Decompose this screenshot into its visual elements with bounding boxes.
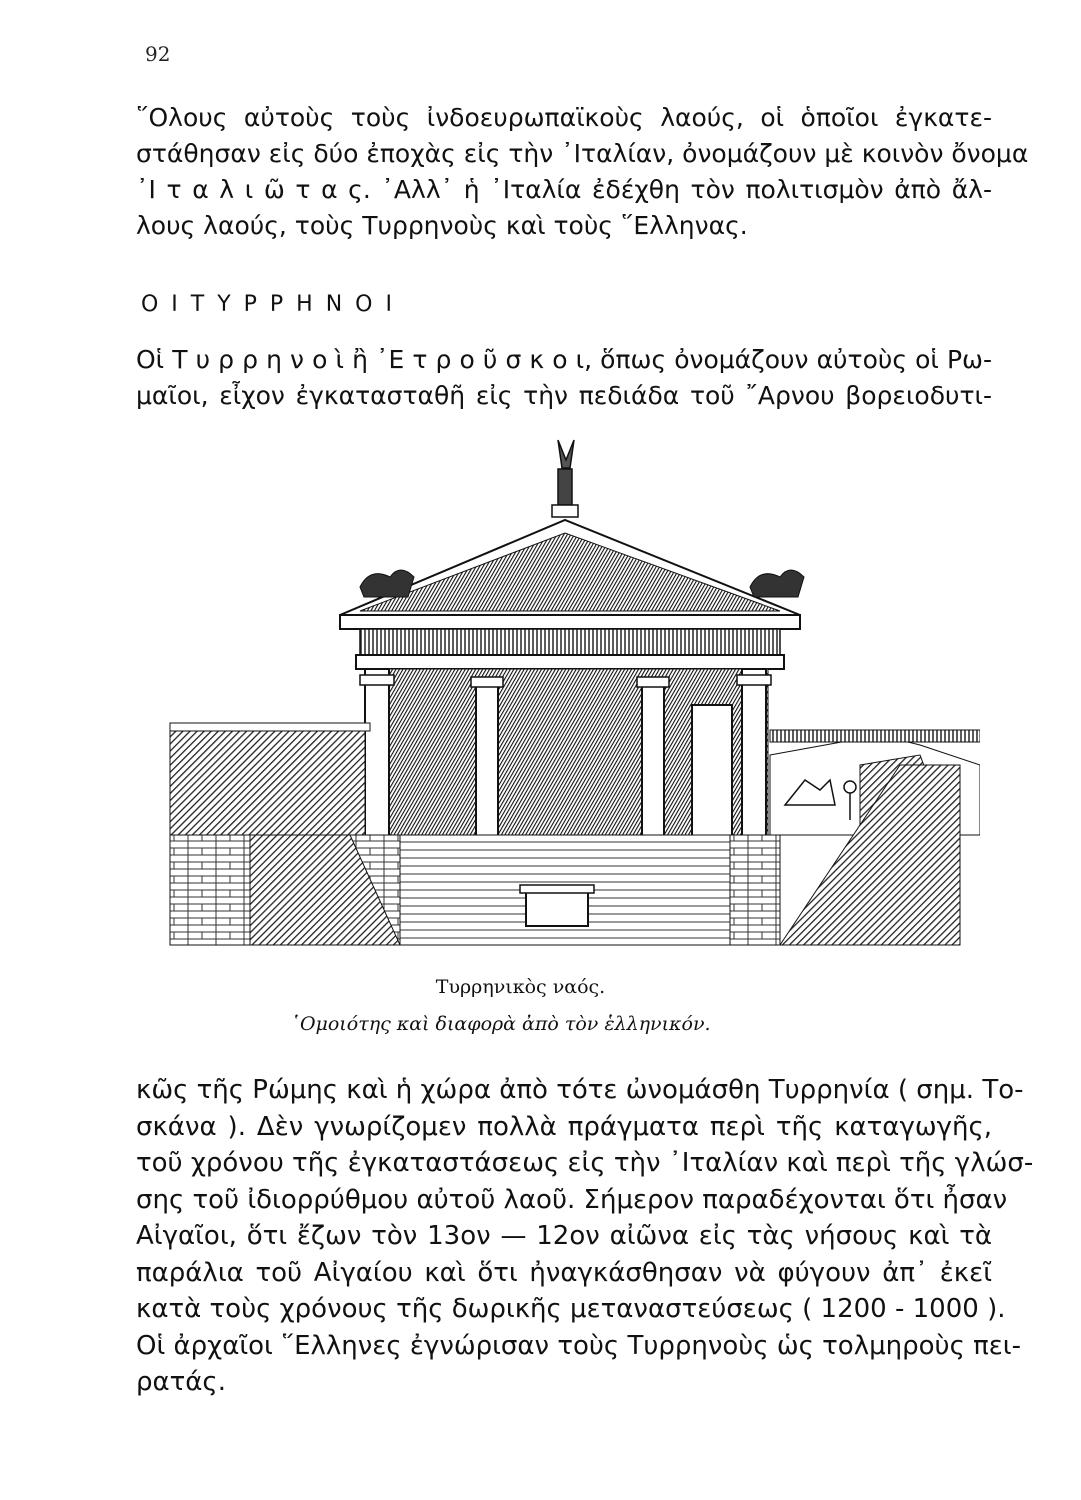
page-number: 92 [145,42,171,66]
main-paragraph [136,1072,1034,1401]
text-line: μαῖοι, εἶχον ἐγκατασταθῆ εἰς τὴν πεδιάδα τοῦ ῎Αρνου βορειοδυτι- [136,381,992,410]
text-line: ῞Ολους αὐτοὺς τοὺς ἰνδοευρωπαϊκοὺς λαούς, οἱ ὁποῖοι ἐγκατε- [136,103,992,132]
text-line: λους λαούς, τοὺς Τυρρηνοὺς καὶ τοὺς ῞Ελληνας. [136,211,748,240]
section-heading: Ο Ι Τ Υ Ρ Ρ Η Ν Ο Ι [141,292,395,317]
text-line: σης τοῦ ἰδιορρύθμου αὐτοῦ λαοῦ. Σήμερον παραδέχονται ὅτι ἦσαν [136,1184,1008,1215]
temple-illustration [160,435,980,975]
figure-caption-subtitle: ῾Ομοιότης καὶ διαφορὰ ἀπὸ τὸν ἑλληνικόν. [290,1013,711,1035]
text-line: ρατάς. [136,1367,226,1397]
tyrrhenians-paragraph [136,342,992,414]
text-line: στάθησαν εἰς δύο ἐποχὰς εἰς τὴν ᾿Ιταλίαν, ὀνομάζουν μὲ κοινὸν ὄνομα [136,139,1029,168]
text-line: παράλια τοῦ Αἰγαίου καὶ ὅτι ἠναγκάσθησαν νὰ φύγουν ἀπ᾿ ἐκεῖ [136,1257,992,1288]
text-line: σκάνα ). Δὲν γνωρίζομεν πολλὰ πράγματα περὶ τῆς καταγωγῆς, [136,1111,992,1142]
temple-drawing [160,435,980,975]
text-line: ᾿Ι τ α λ ι ῶ τ α ς. ᾿Αλλ᾿ ἡ ᾿Ιταλία ἐδέχθη τὸν πολιτισμὸν ἀπὸ ἄλ- [136,175,992,204]
text-line: κατὰ τοὺς χρόνους τῆς δωρικῆς μεταναστεύσεως ( 1200 - 1000 ). [136,1294,1006,1324]
text-line: κῶς τῆς Ρώμης καὶ ἡ χώρα ἀπὸ τότε ὠνομάσθη Τυρρηνία ( σημ. Το- [136,1075,1024,1105]
text-line: τοῦ χρόνου τῆς ἐγκαταστάσεως εἰς τὴν ᾿Ιταλίαν καὶ περὶ τῆς γλώσ- [136,1148,1034,1178]
text-line: Αἰγαῖοι, ὅτι ἔζων τὸν 13ον — 12ον αἰῶνα εἰς τὰς νήσους καὶ τὰ [136,1221,992,1251]
figure-caption-title: Τυρρηνικὸς ναός. [435,976,606,998]
intro-paragraph [136,100,1029,244]
text-line: Οἱ Τ υ ρ ρ η ν ο ὶ ἢ ᾿Ε τ ρ ο ῦ σ κ ο ι, ὅπως ὀνομάζουν αὐτοὺς οἱ Ρω- [136,345,992,374]
text-line: Οἱ ἀρχαῖοι ῞Ελληνες ἐγνώρισαν τοὺς Τυρρηνοὺς ὡς τολμηροὺς πει- [136,1330,1021,1361]
